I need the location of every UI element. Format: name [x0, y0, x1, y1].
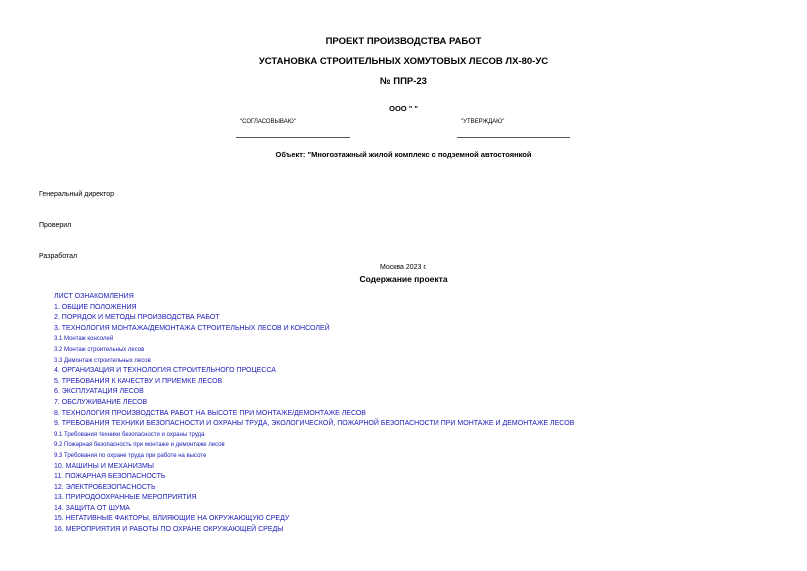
document-subtitle: УСТАНОВКА СТРОИТЕЛЬНЫХ ХОМУТОВЫХ ЛЕСОВ ЛХ-80-УС — [258, 56, 549, 67]
toc-item[interactable]: 2. ПОРЯДОК И МЕТОДЫ ПРОИЗВОДСТВА РАБОТ — [54, 314, 220, 322]
toc-item[interactable]: 1. ОБЩИЕ ПОЛОЖЕНИЯ — [54, 303, 137, 311]
object-description: Объект: "Многоэтажный жилой комплекс с подземной автостоянкой — [275, 150, 532, 159]
toc-item[interactable]: 6. ЭКСПЛУАТАЦИЯ ЛЕСОВ — [54, 388, 144, 396]
agree-signature-line — [236, 137, 350, 138]
toc-title: Содержание проекта — [359, 274, 448, 284]
toc-item[interactable]: 3.2 Монтаж строительных лесов — [54, 346, 145, 353]
toc-item[interactable]: 5. ТРЕБОВАНИЯ К КАЧЕСТВУ И ПРИЕМКЕ ЛЕСОВ — [54, 377, 223, 385]
city-year: Москва 2023 г. — [379, 264, 427, 271]
role-director: Генеральный директор — [39, 191, 115, 198]
toc-item[interactable]: 11. ПОЖАРНАЯ БЕЗОПАСНОСТЬ — [54, 473, 166, 481]
toc-item[interactable]: 9. ТРЕБОВАНИЯ ТЕХНИКИ БЕЗОПАСНОСТИ И ОХРАНЫ ТРУДА, ЭКОЛОГИЧЕСКОЙ, ПОЖАРНОЙ БЕЗОПАСНОСТИ ПРИ МОНТАЖЕ И ДЕМОНТАЖЕ ЛЕСОВ — [54, 420, 575, 428]
toc-item[interactable]: 16. МЕРОПРИЯТИЯ И РАБОТЫ ПО ОХРАНЕ ОКРУЖАЮЩЕЙ СРЕДЫ — [54, 526, 284, 534]
toc-item[interactable]: 9.2 Пожарная безопасность при монтаже и демонтаже лесов — [54, 442, 225, 449]
role-checked: Проверил — [39, 222, 72, 229]
toc-item[interactable]: 4. ОРГАНИЗАЦИЯ И ТЕХНОЛОГИЯ СТРОИТЕЛЬНОГО ПРОЦЕССА — [54, 367, 276, 375]
toc-item[interactable]: 9.1 Требования техники безопасности и охраны труда — [54, 431, 205, 438]
toc-item[interactable]: 14. ЗАЩИТА ОТ ШУМА — [54, 504, 130, 512]
toc-item[interactable]: 8. ТЕХНОЛОГИЯ ПРОИЗВОДСТВА РАБОТ НА ВЫСОТЕ ПРИ МОНТАЖЕ/ДЕМОНТАЖЕ ЛЕСОВ — [54, 409, 366, 417]
toc-item[interactable]: 3. ТЕХНОЛОГИЯ МОНТАЖА/ДЕМОНТАЖА СТРОИТЕЛЬНЫХ ЛЕСОВ И КОНСОЛЕЙ — [54, 324, 330, 332]
toc-item[interactable]: 12. ЭЛЕКТРОБЕЗОПАСНОСТЬ — [54, 483, 156, 491]
approve-signature-line — [457, 137, 570, 138]
toc-item[interactable]: 10. МАШИНЫ И МЕХАНИЗМЫ — [54, 462, 154, 470]
document-title: ПРОЕКТ ПРОИЗВОДСТВА РАБОТ — [325, 36, 482, 47]
agree-label: "СОГЛАСОВЫВАЮ" — [240, 119, 296, 125]
toc-item[interactable]: 13. ПРИРОДООХРАННЫЕ МЕРОПРИЯТИЯ — [54, 494, 197, 502]
toc-item[interactable]: ЛИСТ ОЗНАКОМЛЕНИЯ — [54, 293, 134, 300]
toc-item[interactable]: 7. ОБСЛУЖИВАНИЕ ЛЕСОВ — [54, 398, 148, 406]
toc-item[interactable]: 3.3 Демонтаж строительных лесов — [54, 357, 151, 364]
document-number: № ППР-23 — [380, 76, 427, 87]
toc-item[interactable]: 9.3 Требования по охране труда при работе на высоте — [54, 452, 207, 459]
toc-item[interactable]: 15. НЕГАТИВНЫЕ ФАКТОРЫ, ВЛИЯЮЩИЕ НА ОКРУЖАЮЩУЮ СРЕДУ — [54, 515, 290, 523]
toc-item[interactable]: 3.1 Монтаж консолей — [54, 336, 114, 343]
approve-label: "УТВЕРЖДАЮ" — [461, 119, 505, 125]
organization-name: ООО " " — [389, 104, 418, 113]
table-of-contents — [54, 292, 574, 536]
role-developed: Разработал — [39, 253, 78, 260]
